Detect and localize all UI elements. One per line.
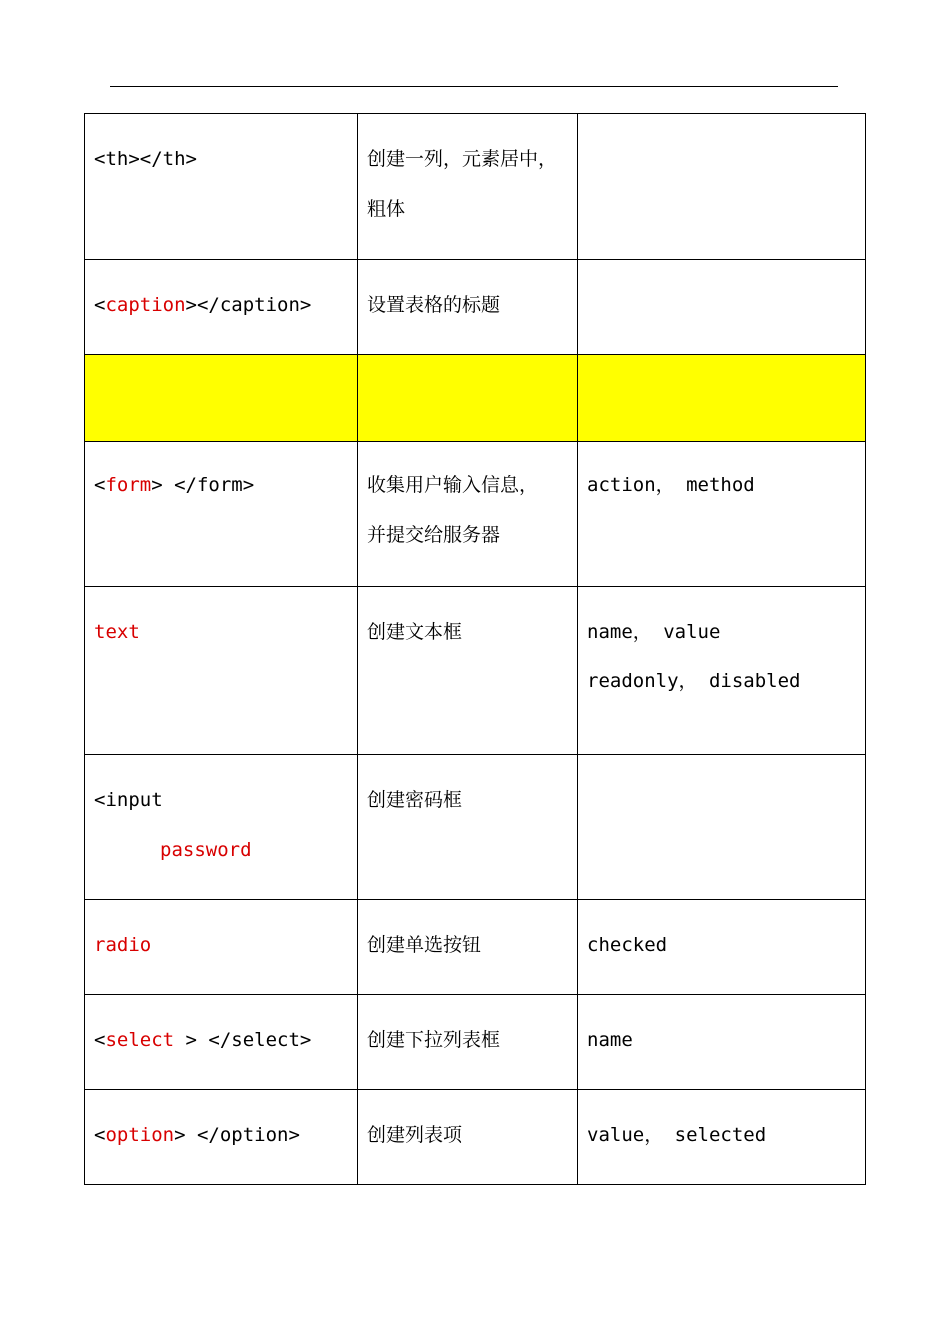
tag-keyword: caption xyxy=(105,294,186,316)
html-tag-table xyxy=(84,113,866,1185)
description-line: 创建单选按钮 xyxy=(367,934,482,956)
tag-cell: <form> </form> xyxy=(85,442,358,587)
table-row xyxy=(85,114,866,260)
highlight-cell xyxy=(85,355,358,442)
tag-cell xyxy=(85,900,358,995)
table-row xyxy=(85,587,866,755)
table-row xyxy=(85,442,866,587)
table-row xyxy=(85,900,866,995)
attributes-cell xyxy=(578,442,866,587)
tag-text: <th></th> xyxy=(94,148,197,170)
table-row xyxy=(85,755,866,900)
tag-cell xyxy=(85,587,358,755)
highlight-cell xyxy=(358,355,578,442)
description-line: 创建文本框 xyxy=(367,621,463,643)
highlight-cell xyxy=(578,355,866,442)
tag-keyword: radio xyxy=(94,934,152,956)
table-row xyxy=(85,1090,866,1185)
attribute-line: checked xyxy=(587,934,668,956)
highlight-row xyxy=(85,355,866,442)
attribute-line: name xyxy=(587,1029,633,1051)
attribute-line: readonly， disabled xyxy=(587,670,801,692)
attributes-cell xyxy=(578,900,866,995)
attributes-cell xyxy=(578,114,866,260)
description-cell xyxy=(358,1090,578,1185)
description-line: 创建密码框 xyxy=(367,789,463,811)
tag-keyword: password xyxy=(160,839,252,861)
tag-cell xyxy=(85,114,358,260)
attributes-cell xyxy=(578,1090,866,1185)
tag-cell: <select > </select> xyxy=(85,995,358,1090)
description-line: 收集用户输入信息， xyxy=(367,474,539,496)
attributes-cell xyxy=(578,755,866,900)
description-line: 设置表格的标题 xyxy=(367,294,501,316)
tag-cell: <option> </option> xyxy=(85,1090,358,1185)
tag-keyword: select xyxy=(105,1029,175,1051)
header-rule xyxy=(110,86,838,87)
description-cell xyxy=(358,260,578,355)
description-cell xyxy=(358,114,578,260)
description-cell xyxy=(358,995,578,1090)
description-cell xyxy=(358,587,578,755)
attribute-line: action， method xyxy=(587,474,755,496)
description-cell xyxy=(358,442,578,587)
tag-cell: <input password xyxy=(85,755,358,900)
description-line: 创建下拉列表框 xyxy=(367,1029,501,1051)
attributes-cell xyxy=(578,260,866,355)
tag-keyword: text xyxy=(94,621,140,643)
description-line: 创建一列，元素居中， xyxy=(367,148,558,170)
description-line: 并提交给服务器 xyxy=(367,524,501,546)
attributes-cell xyxy=(578,587,866,755)
tag-cell: <caption></caption> xyxy=(85,260,358,355)
attributes-cell xyxy=(578,995,866,1090)
table-row xyxy=(85,995,866,1090)
description-cell xyxy=(358,755,578,900)
attribute-line: name， value xyxy=(587,621,721,643)
tag-keyword: option xyxy=(105,1124,175,1146)
tag-keyword: form xyxy=(105,474,152,496)
description-line: 创建列表项 xyxy=(367,1124,463,1146)
description-cell xyxy=(358,900,578,995)
table-row xyxy=(85,260,866,355)
description-line: 粗体 xyxy=(367,198,406,220)
attribute-line: value， selected xyxy=(587,1124,767,1146)
